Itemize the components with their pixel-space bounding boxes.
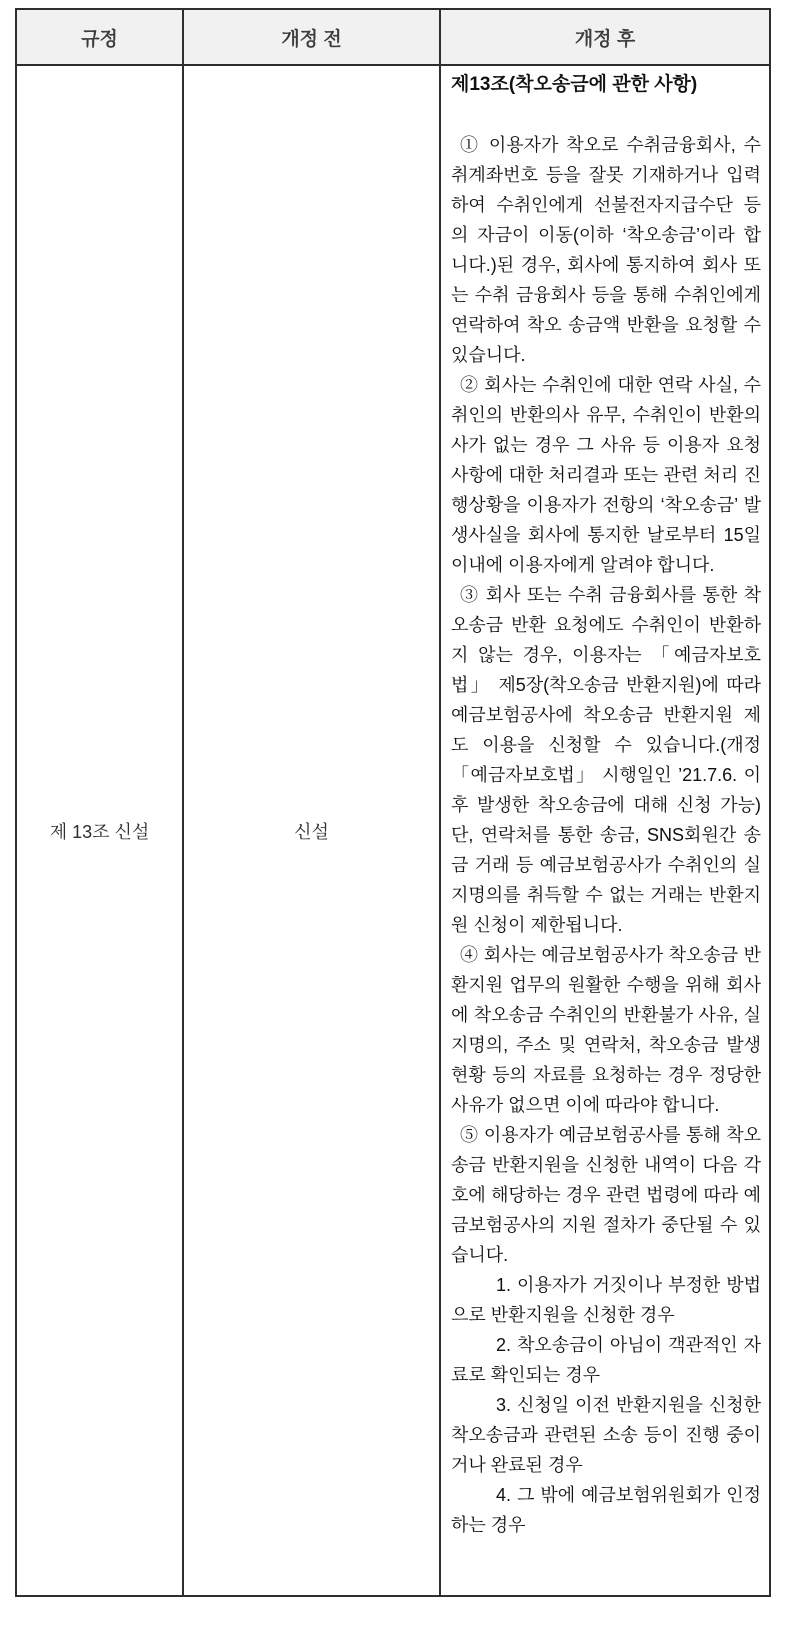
table-row bbox=[16, 65, 770, 1596]
column-header-regulation: 규정 bbox=[16, 9, 183, 65]
subclause-item-1: 1. 이용자가 거짓이나 부정한 방법으로 반환지원을 신청한 경우 bbox=[451, 1275, 761, 1325]
clause-paragraph-1: ① 이용자가 착오로 수취금융회사, 수취계좌번호 등을 잘못 기재하거나 입력하여 수취인에게 선불전자지급수단 등의 자금이 이동(이하 ‘착오송금’이라 합니다.)된 경우, 회사에 통지하여 회사 또는 수취 금융회사 등을 통해 수취인에게 연락하여 착오 송금액 반환을 요청할 수 있습니다. bbox=[451, 135, 761, 365]
subclause-item-4: 4. 그 밖에 예금보험위원회가 인정하는 경우 bbox=[451, 1485, 761, 1535]
clause-paragraph-4: ④ 회사는 예금보험공사가 착오송금 반환지원 업무의 원활한 수행을 위해 회사에 착오송금 수취인의 반환불가 사유, 실지명의, 주소 및 연락처, 착오송금 발생 현황 등의 자료를 요청하는 경우 정당한 사유가 없으면 이에 따라야 합니다. bbox=[451, 945, 761, 1115]
clause-paragraph-5: ⑤ 이용자가 예금보험공사를 통해 착오송금 반환지원을 신청한 내역이 다음 각 호에 해당하는 경우 관련 법령에 따라 예금보험공사의 지원 절차가 중단될 수 있습니다. bbox=[451, 1125, 761, 1265]
cell-after-revision bbox=[440, 65, 770, 1596]
article-title: 제13조(착오송금에 관한 사항) bbox=[451, 74, 698, 95]
table-header-row bbox=[16, 9, 770, 65]
clause-paragraph-3: ③ 회사 또는 수취 금융회사를 통한 착오송금 반환 요청에도 수취인이 반환하지 않는 경우, 이용자는 「예금자보호법」 제5장(착오송금 반환지원)에 따라 예금보험공사에 착오송금 반환지원 제도 이용을 신청할 수 있습니다.(개정 「예금자보호법」 시행일인 ’21.7.6. 이후 발생한 착오송금에 대해 신청 가능) 단, 연락처를 통한 송금, SNS회원간 송금 거래 등 예금보험공사가 수취인의 실지명의를 취득할 수 없는 거래는 반환지원 신청이 제한됩니다. bbox=[451, 585, 761, 935]
subclause-item-2: 2. 착오송금이 아님이 객관적인 자료로 확인되는 경우 bbox=[451, 1335, 761, 1385]
clause-paragraph-2: ② 회사는 수취인에 대한 연락 사실, 수취인의 반환의사 유무, 수취인이 반환의사가 없는 경우 그 사유 등 이용자 요청사항에 대한 처리결과 또는 관련 처리 진행상황을 이용자가 전항의 ‘착오송금’ 발생사실을 회사에 통지한 날로부터 15일 이내에 이용자에게 알려야 합니다. bbox=[451, 375, 761, 575]
cell-regulation: 제 13조 신설 bbox=[16, 65, 183, 1596]
column-header-before-revision: 개정 전 bbox=[183, 9, 440, 65]
revision-comparison-table bbox=[15, 8, 771, 1597]
blank-line bbox=[451, 100, 761, 130]
column-header-after-revision: 개정 후 bbox=[440, 9, 770, 65]
subclause-item-3: 3. 신청일 이전 반환지원을 신청한 착오송금과 관련된 소송 등이 진행 중이거나 완료된 경우 bbox=[451, 1395, 761, 1475]
cell-before-revision: 신설 bbox=[183, 65, 440, 1596]
